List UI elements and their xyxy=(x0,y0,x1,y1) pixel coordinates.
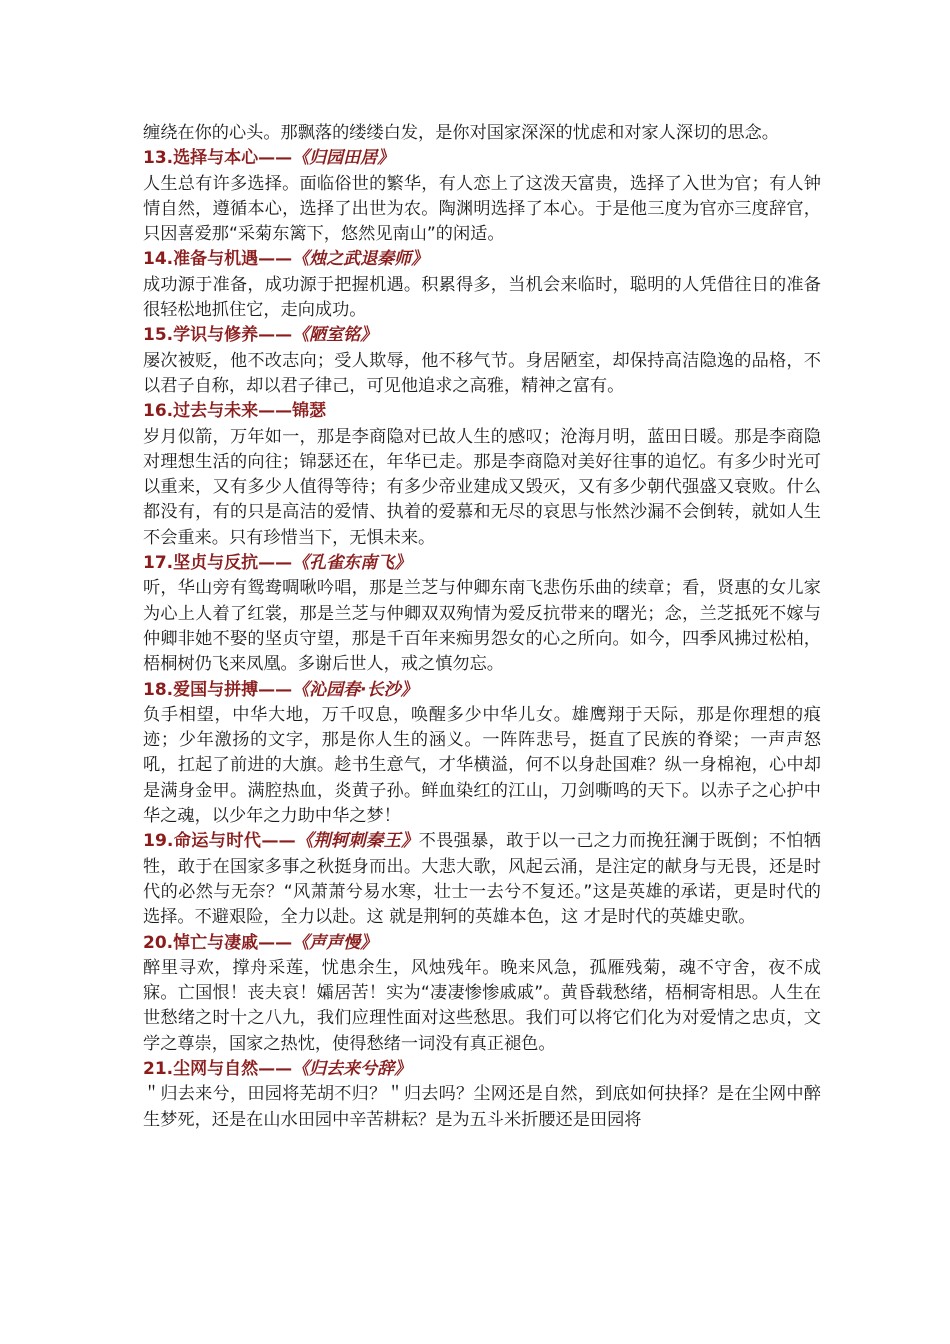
section-16-body: 岁月似箭，万年如一，那是李商隐对已故人生的感叹；沧海月明，蓝田日暖。那是李商隐对理想生活的向往；锦瑟还在，年华已走。那是李商隐对美好往事的追忆。有多少时光可以重来，又有多少人值得等待；有多少帝业建成又毁灭，又有多少朝代强盛又衰败。什么都没有，有的只是高洁的爱情、执着的爱慕和无尽的哀思与怅然沙漏不会倒转，就如人生不会重来。只有珍惜当下，无惧未来。 xyxy=(143,426,821,548)
section-14-label: 14.准备与机遇—— xyxy=(143,249,293,270)
document-page xyxy=(143,121,821,1133)
section-16-label: 16.过去与未来——锦瑟 xyxy=(143,401,327,422)
section-20-body: 醉里寻欢，撑舟采莲，忧患余生，风烛残年。晚来风急，孤雁残菊，魂不守舍，夜不成寐。亡国恨！丧夫哀！孀居苦！实为“凄凄惨惨戚戚”。黄昏载愁绪，梧桐寄相思。人生在世愁绪之时十之八九，我们应理性面对这些愁思。我们可以将它们化为对爱情之忠贞，文学之尊崇，国家之热忱，使得愁绪一词没有真正褪色。 xyxy=(143,957,821,1054)
section-18-body: 负手相望，中华大地，万千叹息，唤醒多少中华儿女。雄鹰翔于天际，那是你理想的痕迹；少年激扬的文字，那是你人生的涵义。一阵阵悲号，挺直了民族的脊梁；一声声怒吼，扛起了前进的大旗。趁书生意气，才华横溢，何不以身赴国难？纵一身棉袍，心中却是满身金甲。满腔热血，炎黄子孙。鲜血染红的江山，刀剑嘶鸣的天下。以赤子之心护中华之魂，以少年之力助中华之梦！ xyxy=(143,704,821,827)
section-17-body: 听，华山旁有鸳鸯啁啾吟唱，那是兰芝与仲卿东南飞悲伤乐曲的续章；看，贤惠的女儿家为心上人着了红裳，那是兰芝与仲卿双双殉情为爱反抗带来的曙光；念，兰芝抵死不嫁与仲卿非她不娶的坚贞守望，那是千百年来痴男怨女的心之所向。如今，四季风拂过松柏，梧桐树仍飞来凤凰。多谢后世人，戒之慎勿忘。 xyxy=(143,578,821,675)
section-13-label: 13.选择与本心—— xyxy=(143,148,293,169)
section-21-title: 《归去来兮辞》 xyxy=(292,1058,412,1079)
section-21-body: ＂归去来兮，田园将芜胡不归？＂归去吗？尘网还是自然，到底如何抉择？是在尘网中醉生梦死，还是在山水田园中辛苦耕耘？是为五斗米折腰还是田园将 xyxy=(143,1084,821,1130)
section-15-label: 15.学识与修养—— xyxy=(143,325,293,346)
section-17-title: 《孔雀东南飞》 xyxy=(292,553,412,574)
section-13-body: 人生总有许多选择。面临俗世的繁华，有人恋上了这泼天富贵，选择了入世为官；有人钟情自然，遵循本心，选择了出世为农。陶渊明选择了本心。于是他三度为官亦三度辞官，只因喜爱那“采菊东篱下，悠然见南山”的闲适。 xyxy=(143,173,821,245)
section-13-title: 《归园田居》 xyxy=(292,148,395,169)
section-19-title: 《荆轲刺秦王》 xyxy=(295,831,419,852)
section-19-label: 19.命运与时代—— xyxy=(143,831,296,852)
section-15-body: 屡次被贬，他不改志向；受人欺辱，他不移气节。身居陋室，却保持高洁隐逸的品格，不以君子自称，却以君子律己，可见他追求之高雅，精神之富有。 xyxy=(143,350,821,396)
section-21-heading xyxy=(143,1057,821,1082)
section-21-label: 21.尘网与自然—— xyxy=(143,1058,293,1079)
section-13-heading xyxy=(143,146,821,171)
section-18-label: 18.爱国与拼搏—— xyxy=(143,679,293,700)
section-14-title: 《烛之武退秦师》 xyxy=(292,249,429,270)
section-20-heading xyxy=(143,931,821,956)
section-14-body: 成功源于准备，成功源于把握机遇。积累得多，当机会来临时，聪明的人凭借往日的准备很轻松地抓住它，走向成功。 xyxy=(143,274,821,321)
section-18-title: 《沁园春·长沙》 xyxy=(292,679,418,700)
section-15-heading xyxy=(143,323,821,348)
section-20-label: 20.悼亡与凄戚—— xyxy=(143,932,293,953)
section-15-title: 《陋室铭》 xyxy=(292,325,378,346)
section-19-heading xyxy=(143,831,419,851)
section-14-heading xyxy=(143,247,821,272)
section-17-label: 17.坚贞与反抗—— xyxy=(143,553,293,574)
section-20-title: 《声声慢》 xyxy=(292,932,378,953)
section-16-heading xyxy=(143,399,821,424)
section-17-heading xyxy=(143,551,821,576)
section-19-body: 不畏强暴，敢于以一己之力而挽狂澜于既倒；不怕牺牲，敢于在国家多事之秋挺身而出。大悲大歌，风起云涌，是注定的献身与无畏，还是时代的必然与无奈？“风萧萧兮易水寒，壮士一去兮不复还。”这是英雄的承诺，更是时代的选择。不避艰险，全力以赴。这 就是荆轲的英雄本色，这 才是时代的英雄史歌。 xyxy=(143,831,821,928)
section-18-heading xyxy=(143,678,821,703)
section-19-paragraph xyxy=(143,829,821,930)
intro-paragraph: 缠绕在你的心头。那飘落的缕缕白发，是你对国家深深的忧虑和对家人深切的思念。 xyxy=(143,123,779,143)
